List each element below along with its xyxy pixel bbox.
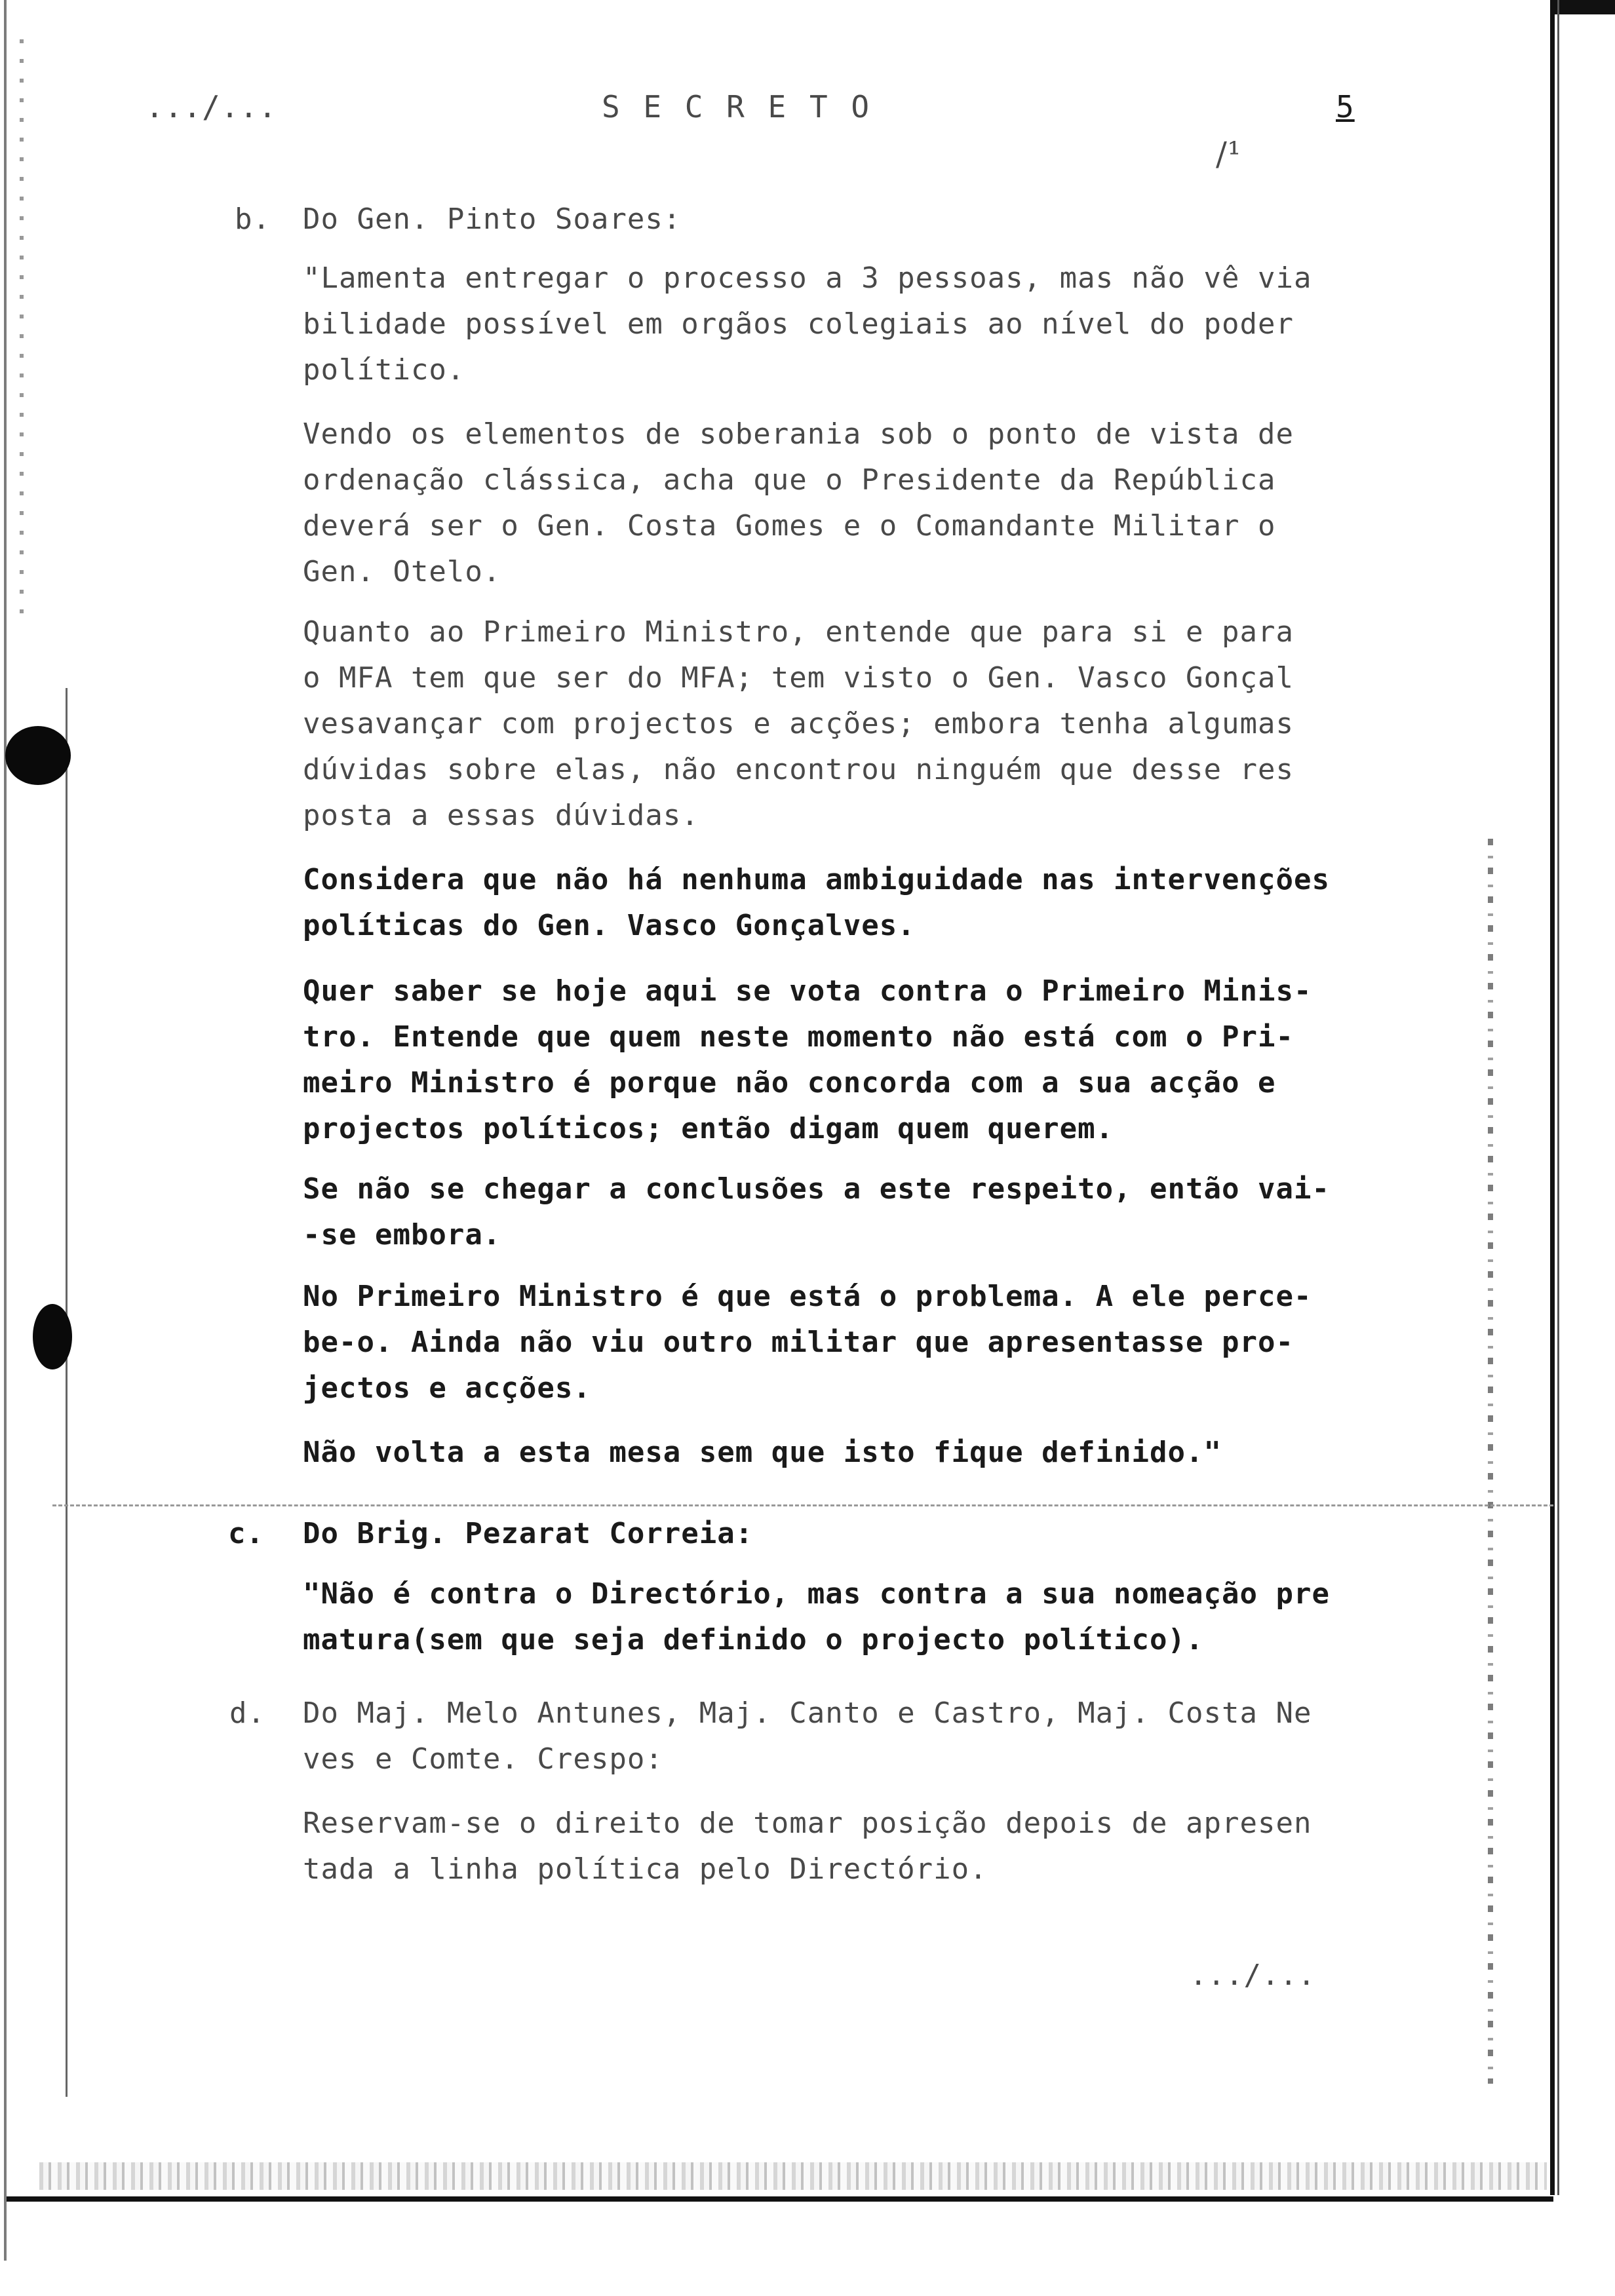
paragraph-line: "Não é contra o Directório, mas contra a sua nomeação pre <box>303 1577 1330 1611</box>
section-d-heading-line: ves e Comte. Crespo: <box>303 1742 663 1776</box>
paragraph-line: vesavançar com projectos e acções; embora tenha algumas <box>303 707 1294 740</box>
page-number: 5 <box>1336 89 1355 124</box>
paragraph-line: Não volta a esta mesa sem que isto fique definido." <box>303 1436 1222 1469</box>
paragraph-line: Gen. Otelo. <box>303 555 501 588</box>
paragraph-line: tro. Entende que quem neste momento não está com o Pri- <box>303 1020 1294 1054</box>
paragraph-line: políticas do Gen. Vasco Gonçalves. <box>303 909 916 942</box>
section-c-heading: Do Brig. Pezarat Correia: <box>303 1517 754 1550</box>
section-d-heading-line: Do Maj. Melo Antunes, Maj. Canto e Castro, Maj. Costa Ne <box>303 1696 1312 1730</box>
paragraph-line: Vendo os elementos de soberania sob o ponto de vista de <box>303 417 1294 451</box>
scan-margin-line <box>66 688 68 2097</box>
scan-speckle-right <box>1488 839 1493 2084</box>
paragraph-line: dúvidas sobre elas, não encontrou ninguém que desse res <box>303 753 1294 786</box>
paragraph-line: No Primeiro Ministro é que está o problema. A ele perce- <box>303 1280 1312 1313</box>
punch-hole-bottom <box>33 1304 72 1369</box>
scan-edge-right-shadow <box>1557 0 1559 2195</box>
paragraph-line: deverá ser o Gen. Costa Gomes e o Comandante Militar o <box>303 509 1276 543</box>
scan-edge-right <box>1550 0 1555 2195</box>
paragraph-line: Reservam-se o direito de tomar posição depois de apresen <box>303 1807 1312 1840</box>
paragraph-line: Quer saber se hoje aqui se vota contra o Primeiro Minis- <box>303 974 1312 1008</box>
paragraph-line: posta a essas dúvidas. <box>303 799 699 832</box>
paragraph-line: meiro Ministro é porque não concorda com a sua acção e <box>303 1066 1276 1100</box>
section-c-marker: c. <box>228 1517 264 1550</box>
paragraph-line: tada a linha política pelo Directório. <box>303 1852 988 1886</box>
paragraph-line: o MFA tem que ser do MFA; tem visto o Gen. Vasco Gonçal <box>303 661 1294 695</box>
paragraph-line: -se embora. <box>303 1218 501 1252</box>
scan-edge-bottom <box>7 2196 1553 2202</box>
paragraph-line: bilidade possível em orgãos colegiais ao nível do poder <box>303 307 1294 341</box>
paragraph-line: Quanto ao Primeiro Ministro, entende que para si e para <box>303 615 1294 649</box>
paragraph-line: jectos e acções. <box>303 1371 591 1405</box>
handwritten-mark: /¹ <box>1216 135 1241 173</box>
punch-hole-top <box>5 726 71 785</box>
footer-continuation-mark: .../... <box>1190 1959 1316 1992</box>
header-classification: S E C R E T O <box>602 89 872 124</box>
paragraph-line: Se não se chegar a conclusões a este respeito, então vai- <box>303 1172 1330 1206</box>
scan-speckle-left <box>20 39 24 629</box>
section-d-marker: d. <box>229 1696 265 1730</box>
header-continuation-mark: .../... <box>146 89 277 124</box>
paragraph-line: "Lamenta entregar o processo a 3 pessoas, mas não vê via <box>303 261 1312 295</box>
paragraph-line: ordenação clássica, acha que o Presidente da República <box>303 463 1276 497</box>
section-b-marker: b. <box>235 202 271 236</box>
paragraph-line: político. <box>303 353 465 387</box>
paragraph-line: projectos políticos; então digam quem querem. <box>303 1112 1114 1145</box>
scan-edge-top <box>1555 0 1615 14</box>
scan-edge-left <box>4 0 7 2261</box>
scan-dashed-line <box>52 1504 1553 1506</box>
paragraph-line: Considera que não há nenhuma ambiguidade nas intervenções <box>303 863 1330 896</box>
paragraph-line: matura(sem que seja definido o projecto político). <box>303 1623 1204 1656</box>
scan-noise-band <box>39 2162 1547 2190</box>
section-b-heading: Do Gen. Pinto Soares: <box>303 202 682 236</box>
paragraph-line: be-o. Ainda não viu outro militar que apresentasse pro- <box>303 1326 1294 1359</box>
